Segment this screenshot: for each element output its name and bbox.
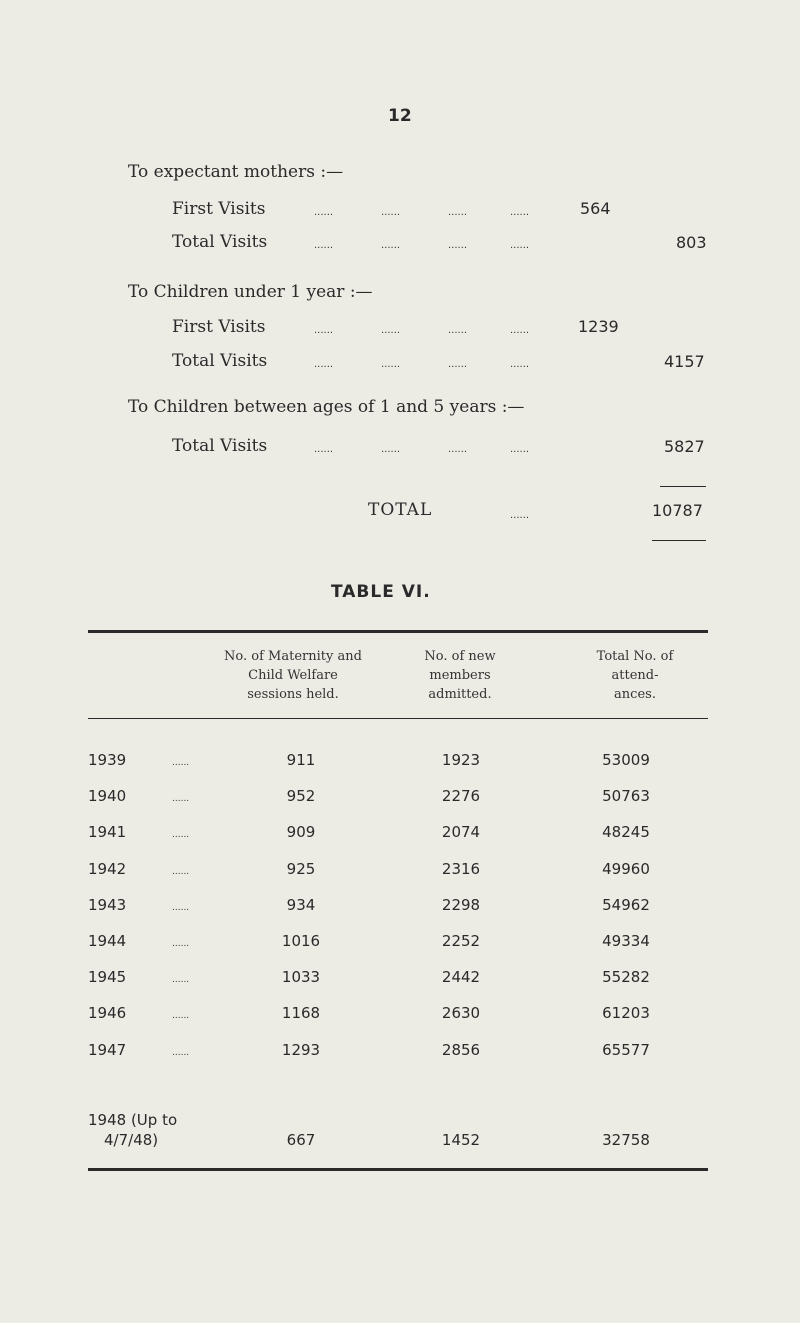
last-row-new-members: 1452 — [441, 1131, 481, 1149]
cell-new-members: 2276 — [441, 787, 481, 805]
leader-dots: ...... — [172, 758, 190, 768]
cell-attendances: 48245 — [602, 823, 650, 841]
leader-dots: ...... — [510, 510, 530, 521]
cell-attendances: 54962 — [602, 896, 650, 914]
cell-year: 1946 — [88, 1004, 127, 1022]
leader-dots: ...... — [448, 325, 468, 336]
leader-dots: ...... — [448, 444, 468, 455]
header-attendances: Total No. of attend- ances. — [596, 649, 674, 702]
under-1-first-visits-label: First Visits — [172, 317, 266, 337]
table-bottom-rule — [88, 1168, 708, 1171]
cell-new-members: 2074 — [441, 823, 481, 841]
expectant-total-visits-value: 803 — [676, 233, 707, 252]
leader-dots: ...... — [510, 207, 530, 218]
cell-sessions: 1033 — [281, 968, 321, 986]
leader-dots: ...... — [314, 325, 334, 336]
expectant-first-visits-label: First Visits — [172, 199, 266, 219]
cell-sessions: 1168 — [281, 1004, 321, 1022]
header-rule — [88, 718, 708, 719]
leader-dots: ...... — [510, 325, 530, 336]
last-row-year-line2: 4/7/48) — [104, 1131, 159, 1149]
expectant-mothers-heading: To expectant mothers :— — [128, 162, 344, 182]
leader-dots: ...... — [172, 830, 190, 840]
cell-sessions: 909 — [286, 823, 316, 841]
cell-new-members: 2316 — [441, 860, 481, 878]
cell-sessions: 925 — [286, 860, 316, 878]
leader-dots: ...... — [172, 939, 190, 949]
cell-attendances: 61203 — [602, 1004, 650, 1022]
cell-new-members: 1923 — [441, 751, 481, 769]
cell-attendances: 65577 — [602, 1041, 650, 1059]
page-number: 12 — [388, 106, 412, 126]
cell-attendances: 55282 — [602, 968, 650, 986]
cell-new-members: 2630 — [441, 1004, 481, 1022]
age-1-to-5-total-visits-label: Total Visits — [172, 436, 268, 456]
cell-new-members: 2856 — [441, 1041, 481, 1059]
table-title: TABLE VI. — [331, 582, 431, 602]
cell-sessions: 1293 — [281, 1041, 321, 1059]
age-1-to-5-heading: To Children between ages of 1 and 5 years :— — [128, 397, 525, 417]
cell-year: 1940 — [88, 787, 127, 805]
leader-dots: ...... — [510, 240, 530, 251]
cell-attendances: 49334 — [602, 932, 650, 950]
last-row-attendances: 32758 — [602, 1131, 650, 1149]
leader-dots: ...... — [314, 359, 334, 370]
leader-dots: ...... — [314, 444, 334, 455]
sum-rule-top — [660, 486, 706, 487]
cell-year: 1943 — [88, 896, 127, 914]
cell-attendances: 53009 — [602, 751, 650, 769]
under-1-heading: To Children under 1 year :— — [128, 282, 373, 302]
leader-dots: ...... — [448, 359, 468, 370]
cell-sessions: 952 — [286, 787, 316, 805]
cell-sessions: 1016 — [281, 932, 321, 950]
cell-new-members: 2298 — [441, 896, 481, 914]
expectant-total-visits-label: Total Visits — [172, 232, 268, 252]
total-value: 10787 — [652, 501, 703, 520]
sum-rule-bottom — [652, 540, 706, 541]
leader-dots: ...... — [172, 903, 190, 913]
cell-new-members: 2252 — [441, 932, 481, 950]
total-label: TOTAL — [368, 500, 433, 520]
expectant-first-visits-value: 564 — [580, 199, 611, 218]
cell-new-members: 2442 — [441, 968, 481, 986]
leader-dots: ...... — [448, 240, 468, 251]
cell-year: 1945 — [88, 968, 127, 986]
cell-sessions: 934 — [286, 896, 316, 914]
leader-dots: ...... — [172, 867, 190, 877]
cell-year: 1947 — [88, 1041, 127, 1059]
cell-sessions: 911 — [286, 751, 316, 769]
cell-year: 1939 — [88, 751, 127, 769]
cell-year: 1942 — [88, 860, 127, 878]
under-1-first-visits-value: 1239 — [578, 317, 619, 336]
cell-year: 1944 — [88, 932, 127, 950]
age-1-to-5-total-visits-value: 5827 — [664, 437, 705, 456]
header-sessions: No. of Maternity and Child Welfare sessions held. — [224, 649, 362, 702]
leader-dots: ...... — [172, 794, 190, 804]
cell-attendances: 50763 — [602, 787, 650, 805]
leader-dots: ...... — [381, 325, 401, 336]
leader-dots: ...... — [381, 444, 401, 455]
leader-dots: ...... — [172, 1048, 190, 1058]
leader-dots: ...... — [381, 359, 401, 370]
leader-dots: ...... — [314, 207, 334, 218]
under-1-total-visits-label: Total Visits — [172, 351, 268, 371]
under-1-total-visits-value: 4157 — [664, 352, 705, 371]
cell-attendances: 49960 — [602, 860, 650, 878]
leader-dots: ...... — [448, 207, 468, 218]
header-new-members: No. of new members admitted. — [424, 649, 496, 702]
leader-dots: ...... — [172, 1011, 190, 1021]
leader-dots: ...... — [381, 240, 401, 251]
leader-dots: ...... — [172, 975, 190, 985]
table-top-rule — [88, 630, 708, 633]
leader-dots: ...... — [510, 359, 530, 370]
leader-dots: ...... — [510, 444, 530, 455]
cell-year: 1941 — [88, 823, 127, 841]
leader-dots: ...... — [314, 240, 334, 251]
last-row-year-line1: 1948 (Up to — [88, 1111, 178, 1129]
leader-dots: ...... — [381, 207, 401, 218]
last-row-sessions: 667 — [286, 1131, 316, 1149]
